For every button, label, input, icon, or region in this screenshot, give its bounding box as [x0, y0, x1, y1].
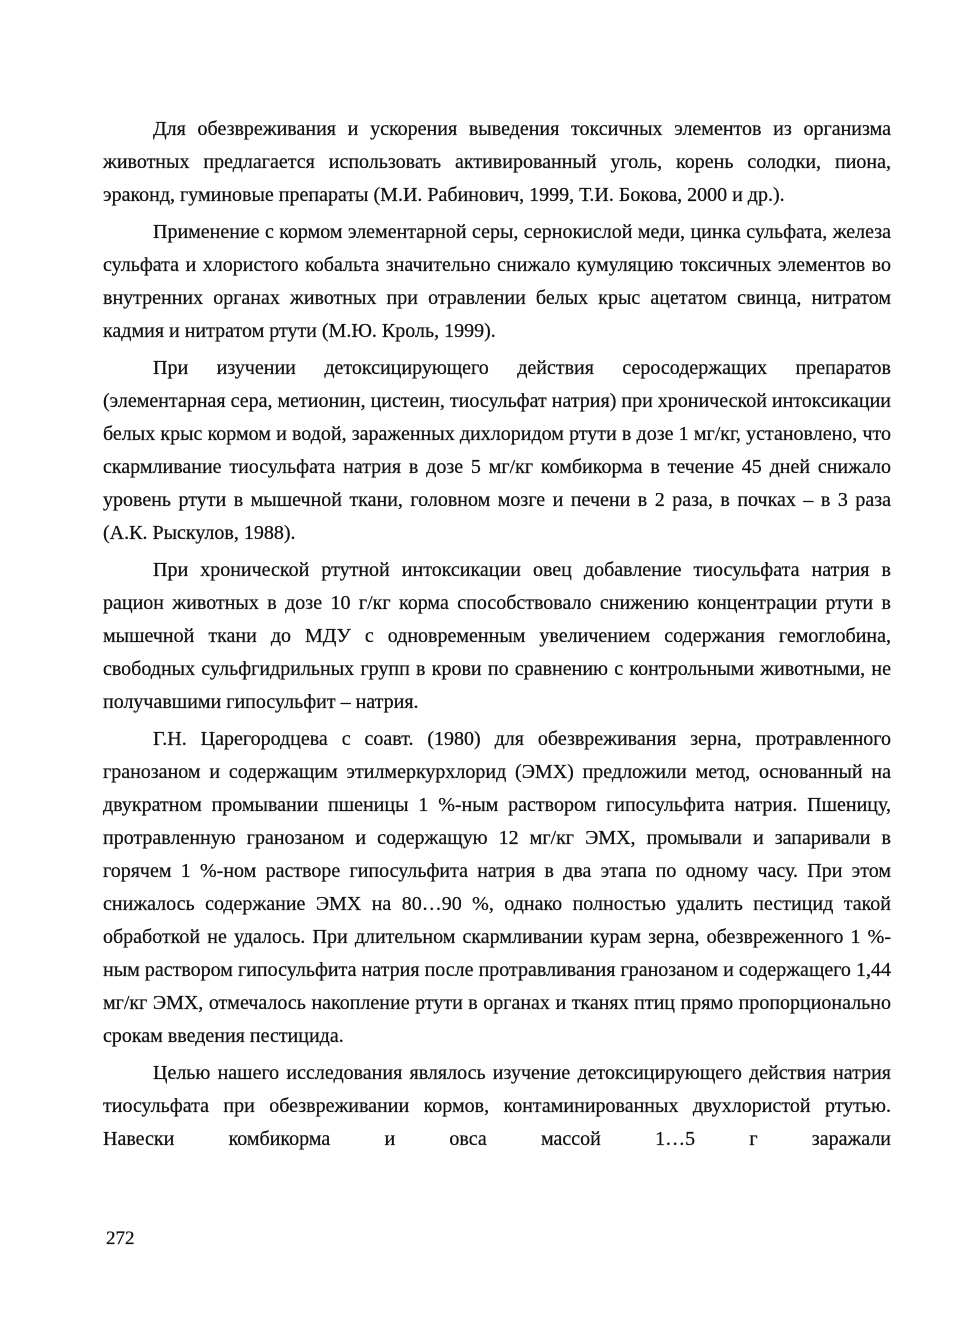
paragraph-detox-agents: Для обезвреживания и ускорения выведения токсичных элементов из организма животных предлагается использовать активированный уголь, корень солодки, пиона, эраконд, гуминовые препараты (М.И. Рабинович, 1999, Т.И. Бокова, 2000 и др.). [103, 118, 891, 206]
page-number: 272 [106, 1228, 135, 1249]
paragraph-research-aim: Целью нашего исследования являлось изучение детоксицирующего действия натрия тиосульфата при обезвреживании кормов, контаминированных двухлористой ртутью. Навески комбикорма и овса массой 1…5 г заражали [103, 1062, 891, 1150]
paragraph-sheep-intoxication: При хронической ртутной интоксикации овец добавление тиосульфата натрия в рацион животных в дозе 10 г/кг корма способствовало снижению концентрации ртути в мышечной ткани до МДУ с одновременным увеличением содержания гемоглобина, свободных сульфгидрильных групп в крови по сравнению с контрольными животными, не получавшими гипосульфит – натрия. [103, 559, 891, 713]
paragraph-sulfur-preparations-study: При изучении детоксицирующего действия серосодержащих препаратов (элементарная сера, метионин, цистеин, тиосульфат натрия) при хронической интоксикации белых крыс кормом и водой, зараженных дихлоридом ртути в дозе 1 мг/кг, установлено, что скармливание тиосульфата натрия в дозе 5 мг/кг комбикорма в течение 45 дней снижало уровень ртути в мышечной ткани, головном мозге и печени в 2 раза, в почках – в 3 раза (А.К. Рыскулов, 1988). [103, 357, 891, 544]
paragraph-grain-decontamination: Г.Н. Царегородцева с соавт. (1980) для обезвреживания зерна, протравленного гранозаном и содержащим этилмеркурхлорид (ЭМХ) предложили метод, основанный на двукратном промывании пшеницы 1 %-ным раствором гипосульфита натрия. Пшеницу, протравленную гранозаном и содержащую 12 мг/кг ЭМХ, промывали и запаривали в горячем 1 %-ном растворе гипосульфита натрия в два этапа по одному часу. При этом снижалось содержание ЭМХ на 80…90 %, однако полностью удалить пестицид такой обработкой не удалось. При длительном скармливании курам зерна, обезвреженного 1 %-ным раствором гипосульфита натрия после протравливания гранозаном и содержащего 1,44 мг/кг ЭМХ, отмечалось накопление ртути в органах и тканях птиц прямо пропорционально срокам введения пестицида. [103, 728, 891, 1047]
paragraph-sulfur-compounds: Применение с кормом элементарной серы, сернокислой меди, цинка сульфата, железа сульфата и хлористого кобальта значительно снижало кумуляцию токсичных элементов во внутренних органах животных при отравлении белых крыс ацетатом свинца, нитратом кадмия и нитратом ртути (М.Ю. Кроль, 1999). [103, 221, 891, 342]
page-body [103, 113, 891, 1156]
